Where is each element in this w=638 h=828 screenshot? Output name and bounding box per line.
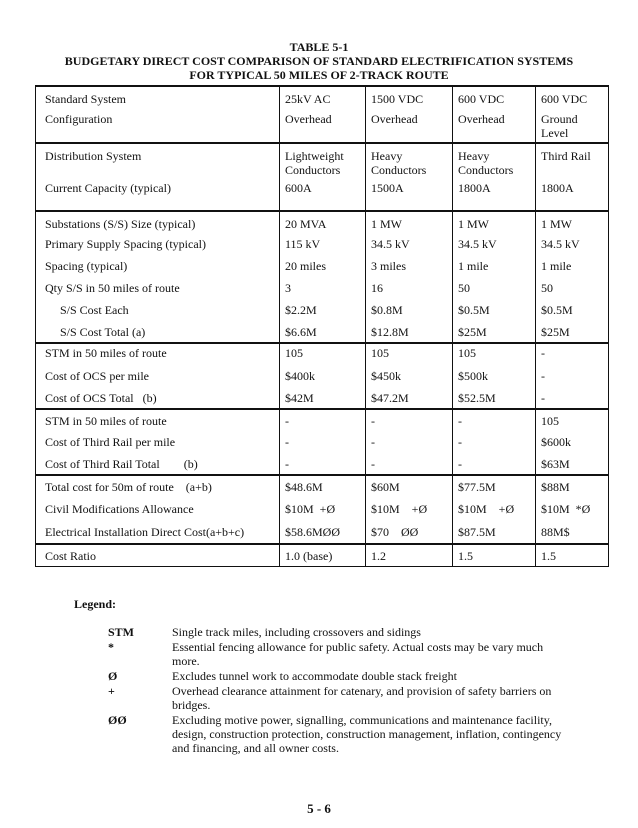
legend-symbol: STM	[108, 625, 135, 639]
row-label: Qty S/S in 50 miles of route	[36, 277, 280, 299]
table-cell: -	[453, 453, 536, 475]
table-cell: $87.5M	[453, 521, 536, 544]
table-cell: $60M	[366, 475, 453, 498]
table-cell: $0.5M	[536, 299, 609, 321]
table-cell: 3 miles	[366, 255, 453, 277]
row-label: Total cost for 50m of route (a+b)	[36, 475, 280, 498]
table-cell: 34.5 kV	[366, 233, 453, 255]
row-label: Cost of OCS per mile	[36, 365, 280, 387]
table-cell: 1 mile	[453, 255, 536, 277]
table-cell: Ground Level	[536, 108, 609, 143]
table-cell: 600 VDC	[536, 86, 609, 108]
row-label: Distribution System	[36, 143, 280, 177]
table-cell: 1800A	[453, 177, 536, 211]
table-row	[36, 475, 609, 498]
row-label: Cost Ratio	[36, 544, 280, 566]
legend-symbol: ØØ	[108, 713, 127, 727]
table-row	[36, 108, 609, 143]
table-cell: -	[453, 431, 536, 453]
table-cell: -	[280, 453, 366, 475]
table-cell: -	[366, 453, 453, 475]
table-cell: 25kV AC	[280, 86, 366, 108]
legend-text: Essential fencing allowance for public safety. Actual costs may be vary much more.	[172, 640, 544, 668]
row-label: Substations (S/S) Size (typical)	[36, 211, 280, 233]
table-cell: 1 MW	[366, 211, 453, 233]
table-cell: -	[536, 365, 609, 387]
table-cell: $10M +Ø	[366, 498, 453, 521]
table-cell: 115 kV	[280, 233, 366, 255]
table-cell: $58.6MØØ	[280, 521, 366, 544]
table-cell: Overhead	[280, 108, 366, 143]
row-label: Cost of Third Rail per mile	[36, 431, 280, 453]
table-title-line-2: FOR TYPICAL 50 MILES OF 2-TRACK ROUTE	[189, 68, 449, 82]
table-cell: Lightweight Conductors	[280, 143, 366, 177]
row-label: Electrical Installation Direct Cost(a+b+c)	[36, 521, 280, 544]
table-cell: $2.2M	[280, 299, 366, 321]
legend-title: Legend:	[74, 597, 116, 611]
table-cell: $500k	[453, 365, 536, 387]
table-cell: 16	[366, 277, 453, 299]
row-label: Cost of OCS Total (b)	[36, 387, 280, 409]
table-row	[36, 233, 609, 255]
table-cell: 1.5	[536, 544, 609, 566]
table-row	[36, 544, 609, 566]
table-cell: 600 VDC	[453, 86, 536, 108]
table-row	[36, 387, 609, 409]
table-cell: $77.5M	[453, 475, 536, 498]
table-cell: $0.8M	[366, 299, 453, 321]
table-cell: 1.5	[453, 544, 536, 566]
table-row	[36, 277, 609, 299]
table-cell: Overhead	[453, 108, 536, 143]
table-cell: 105	[366, 343, 453, 365]
row-label: Configuration	[36, 108, 280, 143]
row-label: S/S Cost Total (a)	[36, 321, 280, 343]
table-cell: Third Rail	[536, 143, 609, 177]
table-cell: 1 mile	[536, 255, 609, 277]
table-cell: 20 MVA	[280, 211, 366, 233]
table-cell: 1800A	[536, 177, 609, 211]
table-cell: 50	[453, 277, 536, 299]
legend-text: Single track miles, including crossovers and sidings	[172, 625, 421, 639]
table-cell: $52.5M	[453, 387, 536, 409]
table-cell: 1 MW	[536, 211, 609, 233]
table-cell: 34.5 kV	[536, 233, 609, 255]
table-cell: -	[366, 409, 453, 431]
legend-item	[108, 684, 568, 713]
page-number: 5 - 6	[307, 801, 331, 816]
row-label: STM in 50 miles of route	[36, 343, 280, 365]
table-cell: 88M$	[536, 521, 609, 544]
table-cell: -	[536, 343, 609, 365]
table-row	[36, 143, 609, 177]
table-cell: $6.6M	[280, 321, 366, 343]
legend-item	[108, 640, 568, 669]
table-cell: 600A	[280, 177, 366, 211]
table-cell: 1500 VDC	[366, 86, 453, 108]
legend-symbol: +	[108, 684, 115, 698]
table-cell: Heavy Conductors	[453, 143, 536, 177]
row-label: Current Capacity (typical)	[36, 177, 280, 211]
row-label: Primary Supply Spacing (typical)	[36, 233, 280, 255]
table-cell: 1 MW	[453, 211, 536, 233]
legend-list	[108, 625, 568, 756]
table-cell: $600k	[536, 431, 609, 453]
table-cell: $10M +Ø	[280, 498, 366, 521]
table-row	[36, 211, 609, 233]
table-number: TABLE 5-1	[289, 40, 349, 54]
legend-item	[108, 713, 568, 756]
legend-text: Excluding motive power, signalling, communications and maintenance facility, design, construction protection, construction management, inflation, contingency and financing, and all owner costs.	[172, 713, 562, 755]
legend-symbol: *	[108, 640, 114, 654]
table-cell: $10M +Ø	[453, 498, 536, 521]
row-label: Standard System	[36, 86, 280, 108]
table-cell: $12.8M	[366, 321, 453, 343]
table-row	[36, 431, 609, 453]
table-row	[36, 321, 609, 343]
table-cell: $63M	[536, 453, 609, 475]
row-label: Civil Modifications Allowance	[36, 498, 280, 521]
legend-symbol: Ø	[108, 669, 118, 683]
table-row	[36, 299, 609, 321]
table-cell: $42M	[280, 387, 366, 409]
cost-comparison-table	[35, 85, 609, 567]
row-label: STM in 50 miles of route	[36, 409, 280, 431]
table-cell: 1500A	[366, 177, 453, 211]
table-cell: $0.5M	[453, 299, 536, 321]
table-row	[36, 453, 609, 475]
table-cell: 105	[536, 409, 609, 431]
table-cell: $400k	[280, 365, 366, 387]
table-row	[36, 177, 609, 211]
table-cell: $70 ØØ	[366, 521, 453, 544]
table-cell: -	[536, 387, 609, 409]
table-cell: 34.5 kV	[453, 233, 536, 255]
table-cell: -	[280, 409, 366, 431]
table-cell: 105	[280, 343, 366, 365]
table-cell: 1.0 (base)	[280, 544, 366, 566]
table-cell: 1.2	[366, 544, 453, 566]
table-cell: $450k	[366, 365, 453, 387]
table-title-line-1: BUDGETARY DIRECT COST COMPARISON OF STANDARD ELECTRIFICATION SYSTEMS	[64, 54, 574, 68]
legend-item	[108, 625, 568, 640]
row-label: Spacing (typical)	[36, 255, 280, 277]
table-row	[36, 86, 609, 108]
table-row	[36, 365, 609, 387]
table-row	[36, 343, 609, 365]
table-row	[36, 521, 609, 544]
table-cell: 3	[280, 277, 366, 299]
legend-text: Excludes tunnel work to accommodate double stack freight	[172, 669, 457, 683]
table-cell: $10M *Ø	[536, 498, 609, 521]
table-cell: -	[280, 431, 366, 453]
table-cell: -	[366, 431, 453, 453]
table-row	[36, 255, 609, 277]
row-label: Cost of Third Rail Total (b)	[36, 453, 280, 475]
table-row	[36, 409, 609, 431]
table-cell: $47.2M	[366, 387, 453, 409]
table-cell: 50	[536, 277, 609, 299]
table-cell: -	[453, 409, 536, 431]
table-cell: 20 miles	[280, 255, 366, 277]
table-cell: Overhead	[366, 108, 453, 143]
table-cell: $25M	[536, 321, 609, 343]
legend-item	[108, 669, 568, 684]
table-row	[36, 498, 609, 521]
table-cell: $25M	[453, 321, 536, 343]
table-cell: 105	[453, 343, 536, 365]
legend-text: Overhead clearance attainment for catenary, and provision of safety barriers on bridges.	[172, 684, 552, 712]
table-cell: Heavy Conductors	[366, 143, 453, 177]
row-label: S/S Cost Each	[36, 299, 280, 321]
table-cell: $48.6M	[280, 475, 366, 498]
table-cell: $88M	[536, 475, 609, 498]
